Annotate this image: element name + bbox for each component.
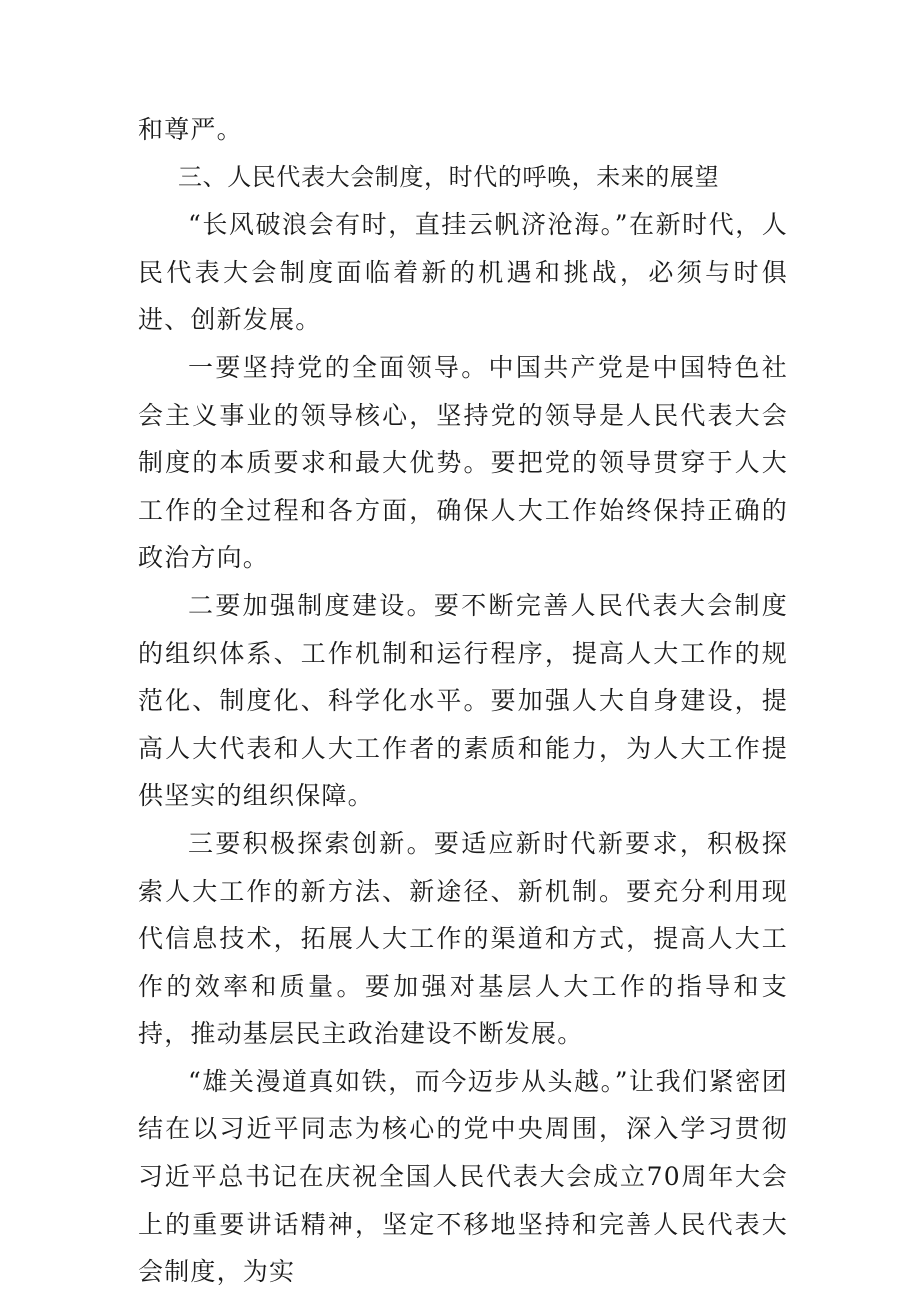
paragraph-continuation: 和尊严。 (138, 115, 243, 144)
paragraph-intro-quote: “长风破浪会有时，直挂云帆济沧海。”在新时代，人民代表大会制度面临着新的机遇和挑战，必须与时俱进、创新发展。 (138, 210, 788, 335)
document-body (138, 106, 788, 1296)
paragraph-point-two: 二要加强制度建设。要不断完善人民代表大会制度的组织体系、工作机制和运行程序，提高人大工作的规范化、制度化、科学化水平。要加强人大自身建设，提高人大代表和人大工作者的素质和能力，为人大工作提供坚实的组织保障。 (138, 590, 788, 811)
section-heading: 三、人民代表大会制度，时代的呼唤，未来的展望 (178, 162, 720, 191)
paragraph-point-one: 一要坚持党的全面领导。中国共产党是中国特色社会主义事业的领导核心，坚持党的领导是人民代表大会制度的本质要求和最大优势。要把党的领导贯穿于人大工作的全过程和各方面，确保人大工作始终保持正确的政治方向。 (138, 352, 788, 573)
paragraph-closing-quote: “雄关漫道真如铁，而今迈步从头越。”让我们紧密团结在以习近平同志为核心的党中央周围，深入学习贯彻习近平总书记在庆祝全国人民代表大会成立70周年大会上的重要讲话精神，坚定不移地坚持和完善人民代表大会制度，为实 (138, 1066, 788, 1287)
paragraph-point-three: 三要积极探索创新。要适应新时代新要求，积极探索人大工作的新方法、新途径、新机制。要充分利用现代信息技术，拓展人大工作的渠道和方式，提高人大工作的效率和质量。要加强对基层人大工作的指导和支持，推动基层民主政治建设不断发展。 (138, 828, 788, 1049)
